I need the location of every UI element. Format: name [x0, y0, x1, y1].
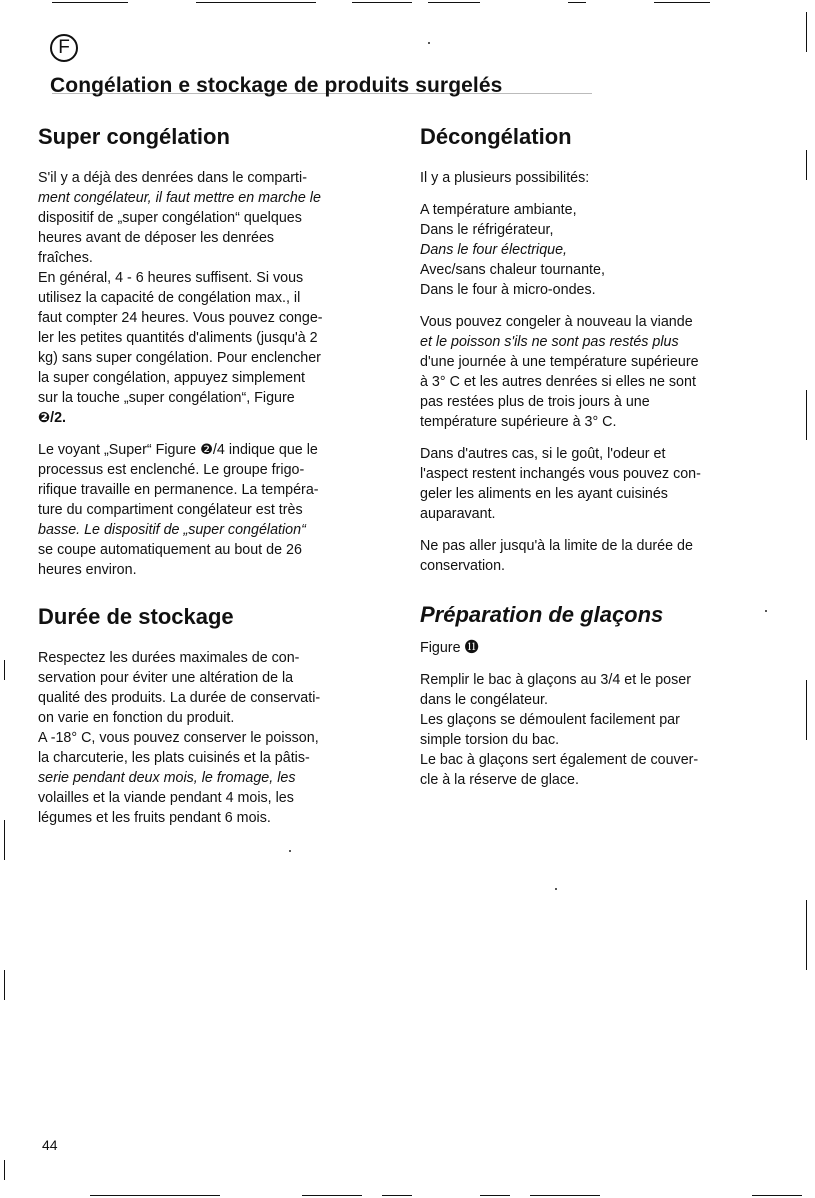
paragraph — [420, 168, 760, 188]
text-line: heures avant de déposer les denrées — [38, 230, 275, 246]
text-line: Il y a plusieurs possibilités: — [420, 170, 590, 186]
text-line: cle à la réserve de glace. — [420, 772, 579, 788]
text-line: qualité des produits. La durée de conservati- — [38, 690, 321, 706]
paragraph — [420, 670, 760, 790]
text-line: l'aspect restent inchangés vous pouvez con- — [420, 466, 701, 482]
text-line: utilisez la capacité de congélation max., il — [38, 290, 301, 306]
text-line: ler les petites quantités d'aliments (jusqu'à 2 — [38, 330, 318, 346]
text-line: température supérieure à 3° C. — [420, 414, 617, 430]
text-line: à 3° C et les autres denrées si elles ne sont — [420, 374, 696, 390]
scan-mark — [806, 150, 807, 180]
text-line: kg) sans super congélation. Pour enclencher — [38, 350, 321, 366]
scan-rule — [90, 1195, 220, 1196]
section-heading: Super congélation — [38, 124, 230, 149]
paragraph — [420, 444, 760, 524]
list-paragraph — [420, 200, 760, 300]
text-line: se coupe automatiquement au bout de 26 — [38, 542, 302, 558]
scan-mark — [4, 970, 5, 1000]
text-line: processus est enclenché. Le groupe frigo- — [38, 462, 305, 478]
text-line: dispositif de „super congélation“ quelques — [38, 210, 302, 226]
scan-rule — [196, 2, 316, 3]
scan-dot — [765, 610, 767, 612]
section-decongelation — [420, 124, 760, 576]
scan-rule — [302, 1195, 362, 1196]
list-item: Dans le four à micro-ondes. — [420, 282, 596, 298]
text-line: Le bac à glaçons sert également de couver- — [420, 752, 699, 768]
text-line: pas restées plus de trois jours à une — [420, 394, 650, 410]
text-line: Respectez les durées maximales de con- — [38, 650, 300, 666]
scan-rule — [568, 2, 586, 3]
text-line: la super congélation, appuyez simplement — [38, 370, 306, 386]
text-line: conservation. — [420, 558, 506, 574]
section-heading: Durée de stockage — [38, 604, 234, 629]
text-line: Vous pouvez congeler à nouveau la viande — [420, 314, 693, 330]
paragraph — [38, 648, 378, 828]
scan-mark — [4, 660, 5, 680]
page-number: 44 — [42, 1137, 58, 1153]
text-line: auparavant. — [420, 506, 496, 522]
text-line: sur la touche „super congélation“, Figure — [38, 390, 295, 406]
list-item: Dans le four électrique, — [420, 242, 568, 258]
text-line: ture du compartiment congélateur est très — [38, 502, 303, 518]
text-line: Le voyant „Super“ Figure ❷/4 indique que le — [38, 442, 318, 458]
figure-reference: Figure ⓫ — [420, 640, 479, 656]
text-line: Les glaçons se démoulent facilement par — [420, 712, 680, 728]
section-heading: Préparation de glaçons — [420, 602, 664, 627]
list-item: Dans le réfrigérateur, — [420, 222, 554, 238]
scan-mark — [806, 390, 807, 440]
text-line: et le poisson s'ils ne sont pas restés plus — [420, 334, 679, 350]
text-line: heures environ. — [38, 562, 137, 578]
text-line: faut compter 24 heures. Vous pouvez conge- — [38, 310, 323, 326]
text-line: rifique travaille en permanence. La tempéra- — [38, 482, 319, 498]
text-line: Ne pas aller jusqu'à la limite de la durée de — [420, 538, 693, 554]
text-line: on varie en fonction du produit. — [38, 710, 235, 726]
text-line: servation pour éviter une altération de la — [38, 670, 294, 686]
text-line: Remplir le bac à glaçons au 3/4 et le poser — [420, 672, 691, 688]
scan-rule — [480, 1195, 510, 1196]
scan-rule — [382, 1195, 412, 1196]
scan-mark — [806, 680, 807, 740]
scan-mark — [4, 1160, 5, 1180]
scan-rule — [752, 1195, 802, 1196]
scan-dot — [555, 888, 557, 890]
scan-rule — [654, 2, 710, 3]
paragraph — [38, 440, 378, 580]
section-duree-de-stockage — [38, 604, 378, 828]
right-column — [420, 124, 760, 814]
text-line: basse. Le dispositif de „super congélation“ — [38, 522, 306, 538]
text-line: Dans d'autres cas, si le goût, l'odeur et — [420, 446, 666, 462]
text-line: légumes et les fruits pendant 6 mois. — [38, 810, 271, 826]
text-line: S'il y a déjà des denrées dans le comparti- — [38, 170, 307, 186]
page-title: Congélation e stockage de produits surgelés — [50, 74, 503, 97]
scan-mark — [4, 820, 5, 860]
country-badge: F — [50, 34, 78, 62]
text-line: geler les aliments en les ayant cuisinés — [420, 486, 668, 502]
scan-mark — [806, 12, 807, 52]
text-line: simple torsion du bac. — [420, 732, 560, 748]
section-super-congelation — [38, 124, 378, 580]
text-line: d'une journée à une température supérieure — [420, 354, 699, 370]
text-line: volailles et la viande pendant 4 mois, les — [38, 790, 294, 806]
paragraph — [420, 638, 760, 658]
scan-rule — [530, 1195, 600, 1196]
text-line: A -18° C, vous pouvez conserver le poisson, — [38, 730, 319, 746]
text-line: dans le congélateur. — [420, 692, 548, 708]
scan-rule — [52, 2, 128, 3]
paragraph — [38, 168, 378, 428]
text-line: ment congélateur, il faut mettre en marche le — [38, 190, 321, 206]
scan-rule — [352, 2, 412, 3]
scan-rule — [428, 2, 480, 3]
section-preparation-de-glacons — [420, 602, 760, 790]
list-item: Avec/sans chaleur tournante, — [420, 262, 605, 278]
text-line: serie pendant deux mois, le fromage, les — [38, 770, 296, 786]
scan-dot — [428, 42, 430, 44]
paragraph — [420, 312, 760, 432]
text-line: En général, 4 - 6 heures suffisent. Si vous — [38, 270, 304, 286]
text-line: fraîches. — [38, 250, 93, 266]
left-column — [38, 124, 378, 852]
section-heading: Décongélation — [420, 124, 572, 149]
scan-mark — [806, 900, 807, 970]
text-line: la charcuterie, les plats cuisinés et la pâtis- — [38, 750, 310, 766]
figure-reference: ❷/2. — [38, 410, 67, 426]
paragraph — [420, 536, 760, 576]
list-item: A température ambiante, — [420, 202, 577, 218]
